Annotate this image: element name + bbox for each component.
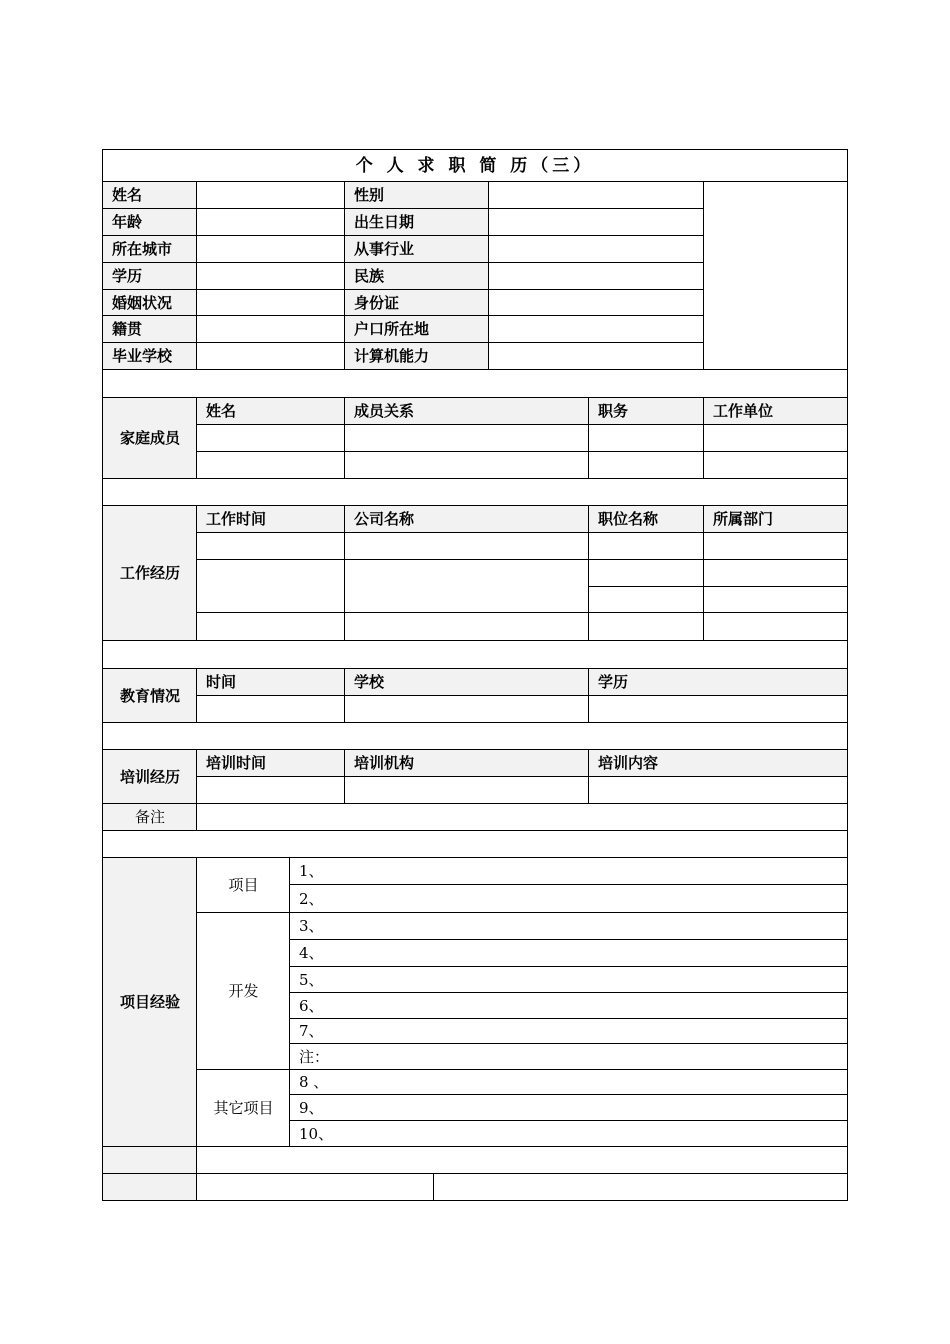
section-family-label: 家庭成员 — [102, 397, 197, 479]
family-row-2-position[interactable] — [588, 451, 704, 479]
family-row-2-relation[interactable] — [344, 451, 589, 479]
input-industry[interactable] — [488, 235, 704, 263]
label-industry: 从事行业 — [344, 235, 489, 263]
project-item-2[interactable]: 2、 — [289, 884, 848, 913]
section-projects-label: 项目经验 — [102, 857, 197, 1147]
project-item-9[interactable]: 9、 — [289, 1094, 848, 1121]
training-header-content: 培训内容 — [588, 749, 848, 777]
project-item-10[interactable]: 10、 — [289, 1120, 848, 1147]
project-group-other: 其它项目 — [196, 1069, 290, 1147]
project-item-3[interactable]: 3、 — [289, 912, 848, 940]
label-ethnicity: 民族 — [344, 262, 489, 290]
input-birthdate[interactable] — [488, 208, 704, 236]
section-work-label: 工作经历 — [102, 505, 197, 641]
training-row-content[interactable] — [588, 776, 848, 804]
work-row-2-position[interactable] — [588, 559, 704, 587]
extra-row-1-input[interactable] — [196, 1146, 848, 1174]
extra-row-1-label — [102, 1146, 197, 1174]
label-id-card: 身份证 — [344, 289, 489, 316]
project-note[interactable]: 注： — [289, 1043, 848, 1070]
education-header-school: 学校 — [344, 668, 589, 696]
family-row-1-name[interactable] — [196, 424, 345, 452]
project-item-8[interactable]: 8 、 — [289, 1069, 848, 1095]
section-training-label: 培训经历 — [102, 749, 197, 804]
label-household-registration: 户口所在地 — [344, 315, 489, 343]
work-header-company: 公司名称 — [344, 505, 589, 533]
spacer-row — [102, 369, 848, 398]
label-city: 所在城市 — [102, 235, 197, 263]
project-group-project: 项目 — [196, 857, 290, 913]
project-item-1[interactable]: 1、 — [289, 857, 848, 885]
project-item-7[interactable]: 7、 — [289, 1018, 848, 1044]
remarks-input[interactable] — [196, 803, 848, 831]
family-header-relation: 成员关系 — [344, 397, 589, 425]
work-row-4-position[interactable] — [588, 612, 704, 641]
work-header-department: 所属部门 — [703, 505, 848, 533]
input-name[interactable] — [196, 181, 345, 209]
work-row-1-department[interactable] — [703, 532, 848, 560]
family-row-1-employer[interactable] — [703, 424, 848, 452]
education-row-school[interactable] — [344, 695, 589, 723]
family-row-1-relation[interactable] — [344, 424, 589, 452]
training-header-institution: 培训机构 — [344, 749, 589, 777]
label-computer-skills: 计算机能力 — [344, 342, 489, 370]
training-row-institution[interactable] — [344, 776, 589, 804]
form-title: 个 人 求 职 简 历（三） — [102, 149, 848, 182]
project-item-6[interactable]: 6、 — [289, 992, 848, 1019]
work-row-1-time[interactable] — [196, 532, 345, 560]
spacer-row — [102, 722, 848, 750]
input-age[interactable] — [196, 208, 345, 236]
family-row-2-name[interactable] — [196, 451, 345, 479]
work-row-3-position[interactable] — [588, 586, 704, 613]
photo-box[interactable] — [703, 181, 848, 370]
education-row-time[interactable] — [196, 695, 345, 723]
spacer-row — [102, 640, 848, 669]
section-education-label: 教育情况 — [102, 668, 197, 723]
spacer-row — [102, 478, 848, 506]
family-header-name: 姓名 — [196, 397, 345, 425]
work-row-4-company[interactable] — [344, 612, 589, 641]
label-name: 姓名 — [102, 181, 197, 209]
remarks-label: 备注 — [102, 803, 197, 831]
work-row-3-department[interactable] — [703, 586, 848, 613]
project-item-4[interactable]: 4、 — [289, 939, 848, 967]
label-birthdate: 出生日期 — [344, 208, 489, 236]
education-header-degree: 学历 — [588, 668, 848, 696]
training-row-time[interactable] — [196, 776, 345, 804]
education-row-degree[interactable] — [588, 695, 848, 723]
family-header-position: 职务 — [588, 397, 704, 425]
input-education-level[interactable] — [196, 262, 345, 290]
input-id-card[interactable] — [488, 289, 704, 316]
label-school: 毕业学校 — [102, 342, 197, 370]
family-header-employer: 工作单位 — [703, 397, 848, 425]
spacer-row — [102, 830, 848, 858]
extra-row-2-input-b[interactable] — [433, 1173, 848, 1201]
input-gender[interactable] — [488, 181, 704, 209]
training-header-time: 培训时间 — [196, 749, 345, 777]
family-row-2-employer[interactable] — [703, 451, 848, 479]
work-header-position: 职位名称 — [588, 505, 704, 533]
project-item-5[interactable]: 5、 — [289, 966, 848, 993]
label-age: 年龄 — [102, 208, 197, 236]
input-city[interactable] — [196, 235, 345, 263]
work-row-2-company[interactable] — [344, 559, 589, 613]
input-marital-status[interactable] — [196, 289, 345, 316]
input-native-place[interactable] — [196, 315, 345, 343]
input-school[interactable] — [196, 342, 345, 370]
family-row-1-position[interactable] — [588, 424, 704, 452]
extra-row-2-input-a[interactable] — [196, 1173, 434, 1201]
label-native-place: 籍贯 — [102, 315, 197, 343]
label-gender: 性别 — [344, 181, 489, 209]
work-row-2-time[interactable] — [196, 559, 345, 613]
label-education-level: 学历 — [102, 262, 197, 290]
input-computer-skills[interactable] — [488, 342, 704, 370]
work-header-time: 工作时间 — [196, 505, 345, 533]
work-row-1-company[interactable] — [344, 532, 589, 560]
project-group-dev: 开发 — [196, 912, 290, 1070]
input-ethnicity[interactable] — [488, 262, 704, 290]
work-row-1-position[interactable] — [588, 532, 704, 560]
work-row-2-department[interactable] — [703, 559, 848, 587]
education-header-time: 时间 — [196, 668, 345, 696]
label-marital-status: 婚姻状况 — [102, 289, 197, 316]
work-row-4-time[interactable] — [196, 612, 345, 641]
work-row-4-department[interactable] — [703, 612, 848, 641]
input-household-registration[interactable] — [488, 315, 704, 343]
extra-row-2-label — [102, 1173, 197, 1201]
